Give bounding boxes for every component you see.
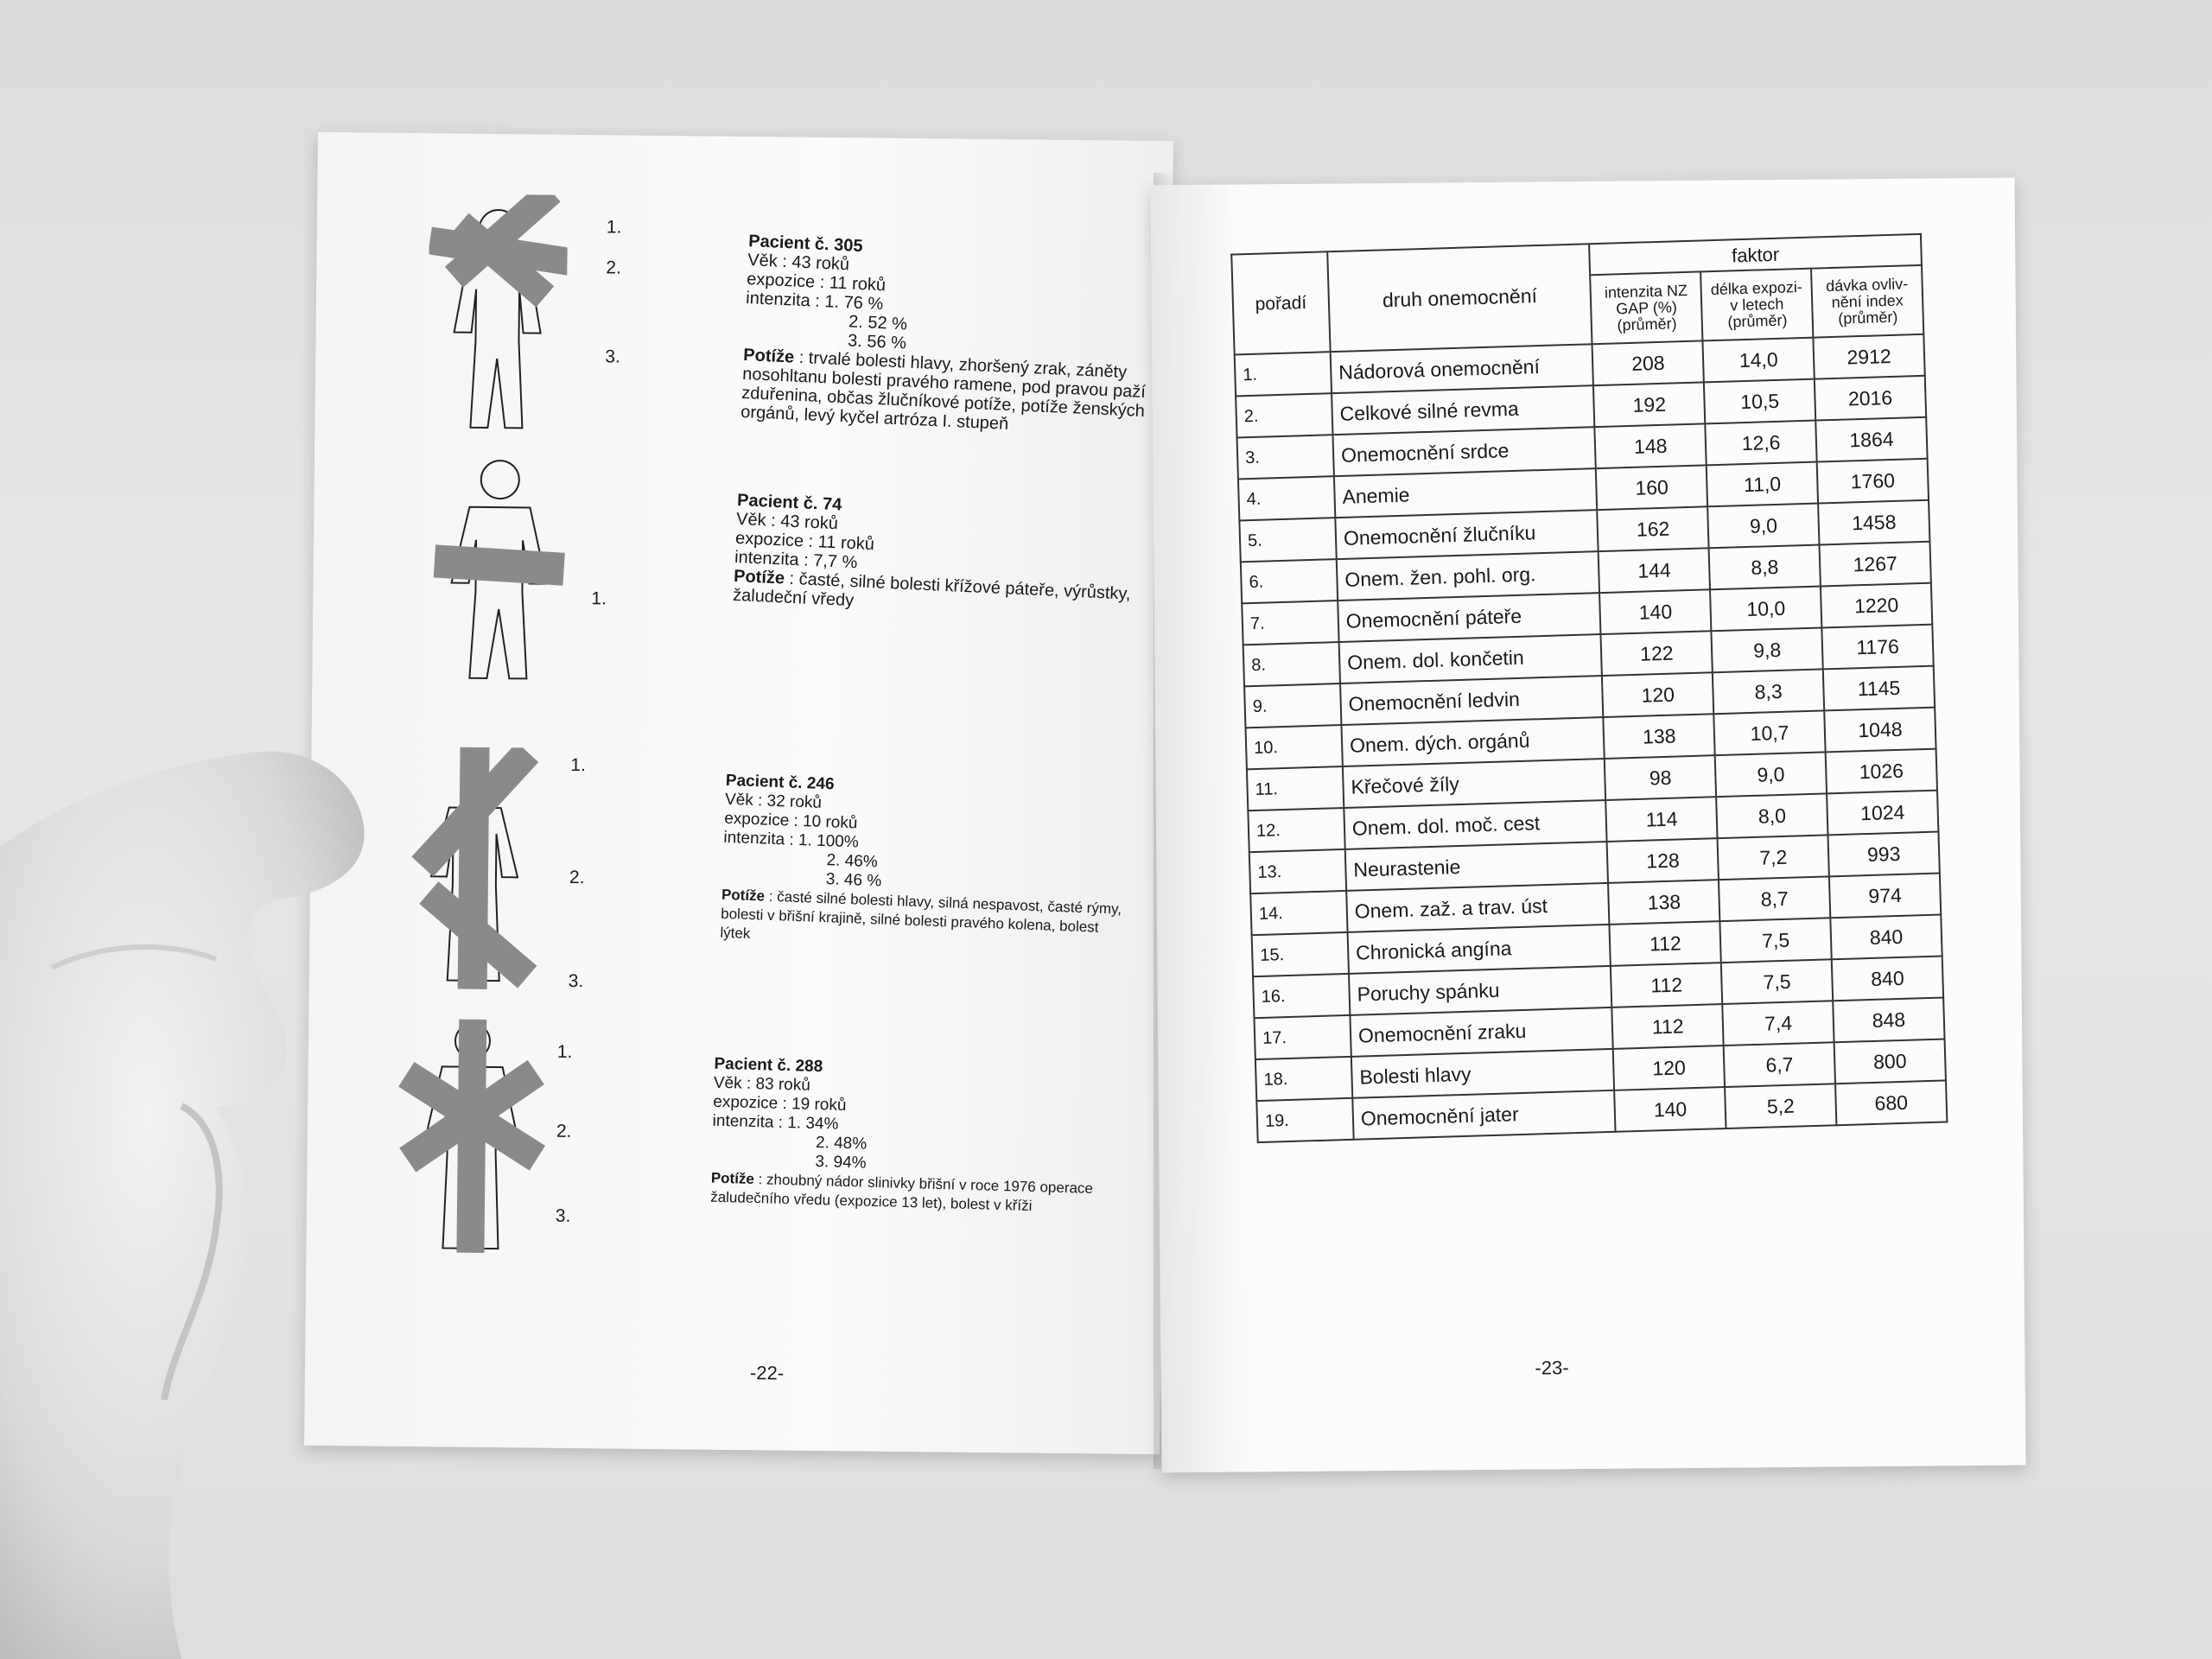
intensity-cell: 122	[1601, 631, 1713, 676]
dose-cell: 1145	[1823, 666, 1935, 711]
exposure-cell: 10,7	[1713, 710, 1825, 755]
dose-cell: 680	[1835, 1080, 1947, 1125]
rank-cell: 5.	[1239, 518, 1336, 562]
disease-cell: Křečové žíly	[1343, 759, 1606, 808]
disease-cell: Poruchy spánku	[1349, 966, 1612, 1015]
patient-intensity: intenzita : 1. 76 %	[745, 289, 884, 315]
intensity-cell: 192	[1593, 382, 1705, 427]
disease-cell: Onem. dých. orgánů	[1341, 717, 1605, 766]
exposure-cell: 7,5	[1720, 918, 1832, 963]
intensity-cell: 162	[1597, 506, 1708, 551]
complaints-text: : časté silné bolesti hlavy, silná nespavost, časté rýmy, bolesti v břišní krajině, silné bolesti pravého kolena, bolest lýtek	[720, 887, 1122, 942]
patient-intensity-2: 2. 48%	[815, 1134, 868, 1154]
marker-1: 1.	[556, 1041, 573, 1062]
exposure-cell: 12,6	[1705, 421, 1816, 466]
dose-cell: 1760	[1817, 459, 1929, 504]
exposure-cell: 14,0	[1703, 338, 1815, 383]
complaints-label: Potíže	[742, 345, 795, 367]
intensity-cell: 112	[1611, 963, 1722, 1007]
page-number: -22-	[749, 1362, 785, 1384]
exposure-cell: 7,5	[1721, 959, 1833, 1004]
patient-exposure: expozice : 11 roků	[746, 270, 887, 296]
patient-intensity-3: 3. 94%	[815, 1153, 867, 1173]
header-intensity: intenzita NZ GAP (%) (průměr)	[1590, 271, 1702, 344]
patient-intensity-2: 2. 46%	[826, 851, 879, 872]
intensity-cell: 138	[1608, 880, 1719, 925]
exposure-cell: 6,7	[1724, 1042, 1835, 1087]
exposure-cell: 9,0	[1707, 504, 1819, 549]
rank-cell: 17.	[1254, 1015, 1351, 1059]
intensity-cell: 128	[1607, 838, 1719, 883]
disease-cell: Onemocnění ledvin	[1340, 676, 1604, 725]
header-factor: faktor	[1589, 234, 1922, 275]
exposure-cell: 11,0	[1707, 462, 1818, 507]
patient-title: Pacient č. 288	[714, 1054, 823, 1077]
dose-cell: 993	[1828, 832, 1940, 877]
exposure-cell: 5,2	[1725, 1084, 1836, 1128]
disease-cell: Onemocnění páteře	[1338, 593, 1601, 642]
intensity-cell: 140	[1599, 589, 1711, 634]
intensity-cell: 98	[1605, 755, 1716, 800]
header-rank: pořadí	[1231, 251, 1330, 354]
marker-1: 1.	[591, 588, 607, 609]
disease-cell: Onem. dol. končetin	[1339, 634, 1603, 683]
gloved-hand-icon	[0, 743, 380, 1659]
marker-1: 1.	[570, 754, 586, 776]
table-body	[1235, 334, 1948, 1142]
patient-title: Pacient č. 74	[736, 490, 842, 515]
rank-cell: 7.	[1242, 601, 1338, 645]
body-figure-icon	[396, 747, 554, 990]
rank-cell: 12.	[1248, 808, 1344, 852]
intensity-cell: 120	[1602, 672, 1713, 717]
disease-cell: Onemocnění zraku	[1350, 1007, 1613, 1057]
disease-cell: Celkové silné revma	[1332, 385, 1595, 435]
rank-cell: 15.	[1252, 932, 1349, 976]
rank-cell: 11.	[1247, 766, 1344, 810]
marker-2: 2.	[556, 1121, 572, 1141]
patient-age: Věk : 43 roků	[747, 251, 850, 275]
disease-cell: Onem. zaž. a trav. úst	[1346, 883, 1610, 932]
dose-cell: 2912	[1813, 334, 1924, 379]
rank-cell: 3.	[1237, 435, 1334, 479]
rank-cell: 18.	[1255, 1057, 1352, 1101]
header-dose: dávka ovliv- nění index (průměr)	[1811, 265, 1923, 338]
intensity-cell: 112	[1612, 1004, 1724, 1049]
patient-age: Věk : 43 roků	[735, 509, 839, 534]
marker-3: 3.	[555, 1205, 571, 1226]
exposure-cell: 8,7	[1719, 876, 1830, 921]
intensity-cell: 114	[1605, 797, 1717, 842]
body-figure-icon	[392, 1014, 550, 1258]
intensity-cell: 144	[1599, 548, 1710, 593]
intensity-cell: 120	[1613, 1046, 1725, 1090]
disease-table	[1230, 233, 1948, 1143]
dose-cell: 800	[1834, 1039, 1946, 1084]
dose-cell: 840	[1832, 957, 1943, 1001]
patient-intensity: intenzita : 1. 100%	[723, 828, 860, 852]
marker-2: 2.	[569, 867, 585, 888]
body-figure-icon	[427, 194, 568, 437]
rank-cell: 19.	[1256, 1098, 1353, 1142]
exposure-cell: 10,5	[1704, 379, 1815, 424]
patient-intensity: intenzita : 1. 34%	[712, 1111, 839, 1134]
dose-cell: 1220	[1821, 583, 1932, 628]
patient-288-text	[710, 1055, 1129, 1218]
header-exposure: délka expozi- v letech (průměr)	[1700, 269, 1813, 341]
rank-cell: 13.	[1249, 849, 1346, 893]
complaints-label: Potíže	[721, 886, 766, 905]
exposure-cell: 10,0	[1710, 586, 1821, 631]
intensity-cell: 140	[1614, 1087, 1726, 1132]
dose-cell: 974	[1829, 874, 1941, 918]
patient-age: Věk : 32 roků	[724, 790, 823, 812]
rank-cell: 9.	[1244, 683, 1341, 728]
exposure-cell: 8,3	[1713, 669, 1824, 714]
disease-cell: Neurastenie	[1345, 842, 1609, 891]
patient-title: Pacient č. 305	[747, 232, 863, 257]
header-disease: druh onemocnění	[1327, 244, 1592, 352]
patient-246-text	[720, 772, 1132, 957]
complaints-label: Potíže	[710, 1169, 755, 1188]
disease-cell: Onem. dol. moč. cest	[1344, 800, 1607, 849]
marker-3: 3.	[568, 970, 584, 992]
disease-cell: Bolesti hlavy	[1351, 1049, 1615, 1098]
complaints-label: Potíže	[733, 566, 785, 588]
patient-exposure: expozice : 11 roků	[734, 528, 875, 555]
intensity-cell: 160	[1596, 465, 1707, 510]
patient-intensity-2: 2. 52 %	[848, 312, 908, 334]
intensity-cell: 148	[1595, 423, 1707, 468]
complaints-text: : časté, silné bolesti křížové páteře, výrůstky, žaludeční vředy	[732, 569, 1132, 611]
rank-cell: 6.	[1241, 559, 1338, 603]
intensity-cell: 208	[1592, 340, 1704, 385]
rank-cell: 14.	[1250, 891, 1347, 935]
patient-74-text	[733, 491, 1144, 623]
rank-cell: 1.	[1235, 352, 1332, 396]
disease-cell: Onemocnění jater	[1352, 1090, 1616, 1140]
exposure-cell: 9,0	[1715, 752, 1827, 797]
rank-cell: 2.	[1236, 393, 1332, 437]
patient-intensity-3: 3. 56 %	[847, 331, 907, 353]
dose-cell: 1024	[1827, 791, 1938, 836]
intensity-cell: 138	[1604, 714, 1715, 759]
patient-age: Věk : 83 roků	[713, 1073, 811, 1095]
patient-intensity-3: 3. 46 %	[825, 870, 882, 891]
disease-cell: Anemie	[1334, 468, 1598, 518]
disease-cell: Nádorová onemocnění	[1331, 344, 1594, 393]
rank-cell: 16.	[1253, 974, 1350, 1018]
right-page	[1151, 178, 2026, 1473]
disease-cell: Onemocnění žlučníku	[1335, 510, 1599, 559]
patient-305-text	[741, 232, 1154, 440]
dose-cell: 1267	[1820, 542, 1931, 587]
dose-cell: 840	[1830, 915, 1942, 960]
exposure-cell: 9,8	[1712, 627, 1823, 672]
patient-exposure: expozice : 19 roků	[713, 1092, 847, 1116]
rank-cell: 8.	[1243, 642, 1340, 686]
exposure-cell: 7,2	[1718, 835, 1829, 880]
rank-cell: 10.	[1245, 725, 1342, 769]
marker-3: 3.	[605, 346, 620, 367]
patient-exposure: expozice : 10 roků	[723, 809, 858, 833]
rank-cell: 4.	[1238, 476, 1335, 520]
complaints-text: : trvalé bolesti hlavy, zhoršený zrak, záněty nosohltanu bolesti pravého ramene, pod pravou paží zduřenina, občas žlučníkové potíže, potíže ženských orgánů, levý kyčel artróza I. stupeň	[740, 347, 1147, 434]
exposure-cell: 7,4	[1722, 1001, 1834, 1046]
dose-cell: 848	[1833, 997, 1944, 1042]
exposure-cell: 8,8	[1709, 545, 1821, 590]
left-page	[304, 132, 1173, 1454]
dose-cell: 2016	[1815, 376, 1926, 421]
complaints-text: : zhoubný nádor slinivky břišní v roce 1976 operace žaludečního vředu (expozice 13 let), bolest v kříži	[709, 1171, 1094, 1215]
dose-cell: 1458	[1818, 500, 1929, 545]
body-figure-icon	[424, 453, 574, 688]
dose-cell: 1048	[1824, 708, 1936, 753]
marker-2: 2.	[606, 257, 621, 278]
patient-title: Pacient č. 246	[725, 771, 835, 794]
disease-cell: Onemocnění srdce	[1332, 427, 1596, 476]
patient-intensity: intenzita : 7,7 %	[734, 547, 858, 573]
exposure-cell: 8,0	[1716, 793, 1827, 838]
disease-cell: Onem. žen. pohl. org.	[1337, 551, 1600, 601]
disease-cell: Chronická angína	[1347, 925, 1611, 974]
dose-cell: 1026	[1826, 749, 1937, 794]
marker-1: 1.	[606, 217, 622, 238]
dose-cell: 1864	[1815, 417, 1927, 462]
intensity-cell: 112	[1610, 921, 1721, 966]
page-number: -23-	[1535, 1357, 1569, 1379]
dose-cell: 1176	[1821, 625, 1933, 670]
